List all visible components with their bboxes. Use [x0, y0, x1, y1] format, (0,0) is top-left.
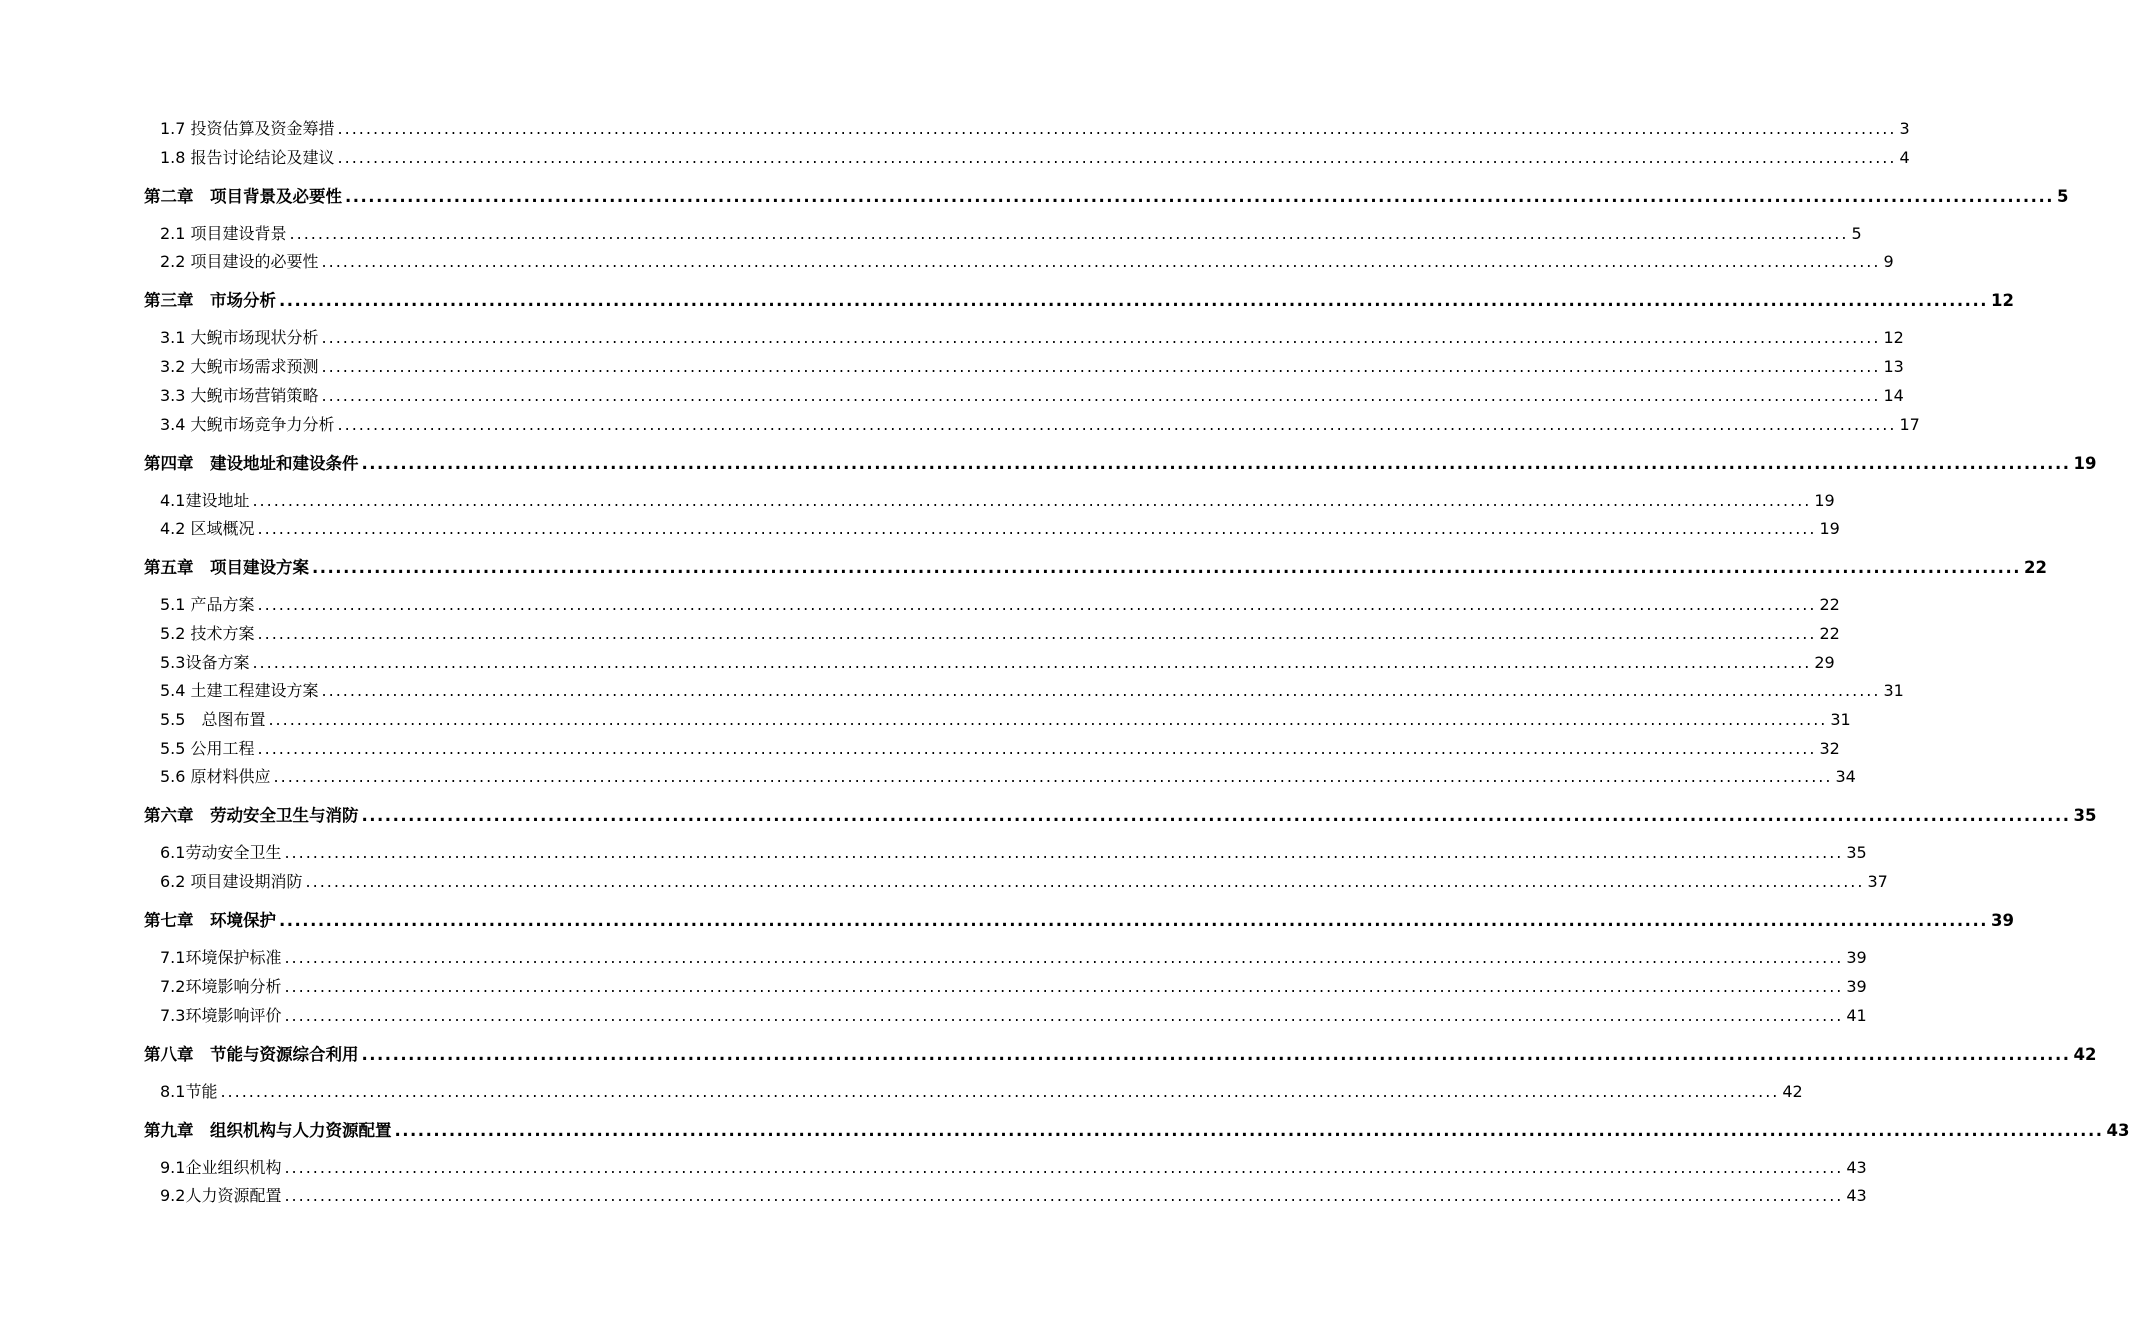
- toc-entry-title: 4.1建设地址: [160, 490, 250, 510]
- toc-section-entry[interactable]: [160, 325, 1904, 348]
- toc-page-number: 19: [1814, 490, 1835, 510]
- toc-dot-leader: ............................................................................................................................................................................................................................: [279, 911, 1988, 931]
- toc-page-number: 12: [1990, 291, 2014, 311]
- toc-entry-title: 7.3环境影响评价: [160, 1005, 282, 1025]
- toc-entry-title: 3.2 大鲵市场需求预测: [160, 357, 319, 377]
- toc-page-number: 34: [1835, 767, 1856, 787]
- toc-section-entry[interactable]: [160, 707, 1851, 730]
- toc-section-entry[interactable]: [160, 974, 1867, 997]
- toc-chapter-entry[interactable]: [144, 287, 2014, 311]
- toc-section-entry[interactable]: [160, 736, 1840, 759]
- toc-page-number: 43: [2106, 1120, 2129, 1140]
- toc-entry-title: 7.1环境保护标准: [160, 948, 282, 968]
- toc-entry-title: 第三章 市场分析: [144, 291, 276, 311]
- toc-page-number: 4: [1899, 147, 1910, 167]
- toc-entry-title: 5.5 总图布置: [160, 710, 266, 729]
- toc-section-entry[interactable]: [160, 383, 1904, 406]
- toc-page-number: 35: [2073, 806, 2097, 826]
- toc-section-entry[interactable]: [160, 1079, 1803, 1102]
- toc-dot-leader: ............................................................................................................................................................................................................................: [252, 652, 1812, 672]
- toc-page-number: 31: [1830, 710, 1851, 729]
- toc-entry-title: 8.1节能: [160, 1081, 218, 1101]
- toc-section-entry[interactable]: [160, 221, 1862, 244]
- toc-entry-title: 9.1企业组织机构: [160, 1157, 282, 1177]
- toc-dot-leader: ............................................................................................................................................................................................................................: [284, 976, 1844, 996]
- toc-page-number: 39: [1846, 948, 1867, 968]
- toc-section-entry[interactable]: [160, 764, 1856, 787]
- toc-entry-title: 5.1 产品方案: [160, 595, 255, 615]
- toc-dot-leader: ............................................................................................................................................................................................................................: [273, 767, 1833, 787]
- toc-dot-leader: ............................................................................................................................................................................................................................: [289, 223, 1849, 243]
- toc-entry-title: 1.8 报告讨论结论及建议: [160, 147, 335, 167]
- toc-page-number: 19: [1819, 519, 1840, 539]
- toc-entry-title: 5.3设备方案: [160, 652, 250, 672]
- toc-entry-title: 1.7 投资估算及资金筹措: [160, 119, 335, 138]
- toc-page-number: 31: [1883, 681, 1904, 701]
- toc-chapter-entry[interactable]: [144, 554, 2047, 578]
- toc-page-number: 13: [1883, 357, 1904, 377]
- toc-entry-title: 4.2 区域概况: [160, 519, 255, 539]
- toc-entry-title: 第四章 建设地址和建设条件: [144, 453, 359, 473]
- toc-entry-title: 7.2环境影响分析: [160, 976, 282, 996]
- toc-dot-leader: ............................................................................................................................................................................................................................: [284, 1005, 1844, 1025]
- toc-entry-title: 5.5 公用工程: [160, 738, 255, 758]
- toc-page-number: 43: [1846, 1157, 1867, 1177]
- toc-page-number: 5: [2056, 186, 2069, 206]
- toc-page-number: 5: [1851, 223, 1862, 243]
- toc-dot-leader: ............................................................................................................................................................................................................................: [337, 119, 1897, 138]
- toc-page-number: 3: [1899, 119, 1910, 138]
- toc-page-number: 42: [2073, 1044, 2097, 1064]
- toc-dot-leader: ............................................................................................................................................................................................................................: [257, 519, 1817, 539]
- toc-page-number: 41: [1846, 1005, 1867, 1025]
- toc-entry-title: 5.6 原材料供应: [160, 767, 271, 787]
- toc-entry-title: 3.4 大鲵市场竞争力分析: [160, 414, 335, 434]
- toc-chapter-entry[interactable]: [144, 1117, 2129, 1141]
- toc-dot-leader: ............................................................................................................................................................................................................................: [284, 843, 1844, 863]
- toc-page-number: 39: [1846, 976, 1867, 996]
- toc-dot-leader: ............................................................................................................................................................................................................................: [252, 490, 1812, 510]
- toc-dot-leader: ............................................................................................................................................................................................................................: [345, 186, 2054, 206]
- toc-entry-title: 第六章 劳动安全卫生与消防: [144, 806, 359, 826]
- toc-entry-title: 第二章 项目背景及必要性: [144, 186, 342, 206]
- toc-page-number: 32: [1819, 738, 1840, 758]
- toc-dot-leader: ............................................................................................................................................................................................................................: [337, 414, 1897, 434]
- toc-section-entry[interactable]: [160, 354, 1904, 377]
- toc-entry-title: 第九章 组织机构与人力资源配置: [144, 1120, 392, 1140]
- toc-dot-leader: ............................................................................................................................................................................................................................: [361, 806, 2071, 826]
- toc-dot-leader: ............................................................................................................................................................................................................................: [284, 948, 1844, 968]
- toc-dot-leader: ............................................................................................................................................................................................................................: [321, 357, 1881, 377]
- toc-section-entry[interactable]: [160, 412, 1920, 435]
- toc-section-entry[interactable]: [160, 1003, 1867, 1026]
- toc-entry-title: 9.2人力资源配置: [160, 1186, 282, 1206]
- toc-dot-leader: ............................................................................................................................................................................................................................: [279, 291, 1988, 311]
- toc-entry-title: 2.1 项目建设背景: [160, 223, 287, 243]
- toc-page-number: 17: [1899, 414, 1920, 434]
- toc-chapter-entry[interactable]: [144, 1041, 2097, 1065]
- toc-page-number: 42: [1782, 1081, 1803, 1101]
- toc-dot-leader: ............................................................................................................................................................................................................................: [321, 252, 1881, 272]
- toc-section-entry[interactable]: [160, 1155, 1867, 1178]
- toc-chapter-entry[interactable]: [144, 802, 2097, 826]
- toc-entry-title: 6.1劳动安全卫生: [160, 843, 282, 863]
- toc-page-number: 39: [1990, 911, 2014, 931]
- toc-section-entry[interactable]: [160, 592, 1840, 615]
- toc-dot-leader: ............................................................................................................................................................................................................................: [305, 872, 1865, 892]
- toc-entry-title: 3.3 大鲵市场营销策略: [160, 385, 319, 405]
- toc-section-entry[interactable]: [160, 945, 1867, 968]
- toc-dot-leader: ............................................................................................................................................................................................................................: [321, 385, 1881, 405]
- toc-entry-title: 第八章 节能与资源综合利用: [144, 1044, 359, 1064]
- toc-page-number: 22: [2023, 558, 2047, 578]
- toc-page-number: 37: [1867, 872, 1888, 892]
- toc-section-entry[interactable]: [160, 488, 1835, 511]
- toc-chapter-entry[interactable]: [144, 450, 2097, 474]
- toc-entry-title: 5.2 技术方案: [160, 623, 255, 643]
- toc-section-entry[interactable]: [160, 249, 1894, 272]
- toc-section-entry[interactable]: [160, 621, 1840, 644]
- toc-section-entry[interactable]: [160, 1183, 1867, 1206]
- toc-entry-title: 2.2 项目建设的必要性: [160, 252, 319, 272]
- toc-section-entry[interactable]: [160, 516, 1840, 539]
- toc-dot-leader: ............................................................................................................................................................................................................................: [257, 595, 1817, 615]
- toc-page-number: 35: [1846, 843, 1867, 863]
- toc-page-number: 9: [1883, 252, 1894, 272]
- toc-dot-leader: ............................................................................................................................................................................................................................: [394, 1120, 2104, 1140]
- toc-page-number: 22: [1819, 623, 1840, 643]
- toc-dot-leader: ............................................................................................................................................................................................................................: [220, 1081, 1780, 1101]
- toc-chapter-entry[interactable]: [144, 907, 2014, 931]
- toc-page-number: 14: [1883, 385, 1904, 405]
- toc-dot-leader: ............................................................................................................................................................................................................................: [284, 1157, 1844, 1177]
- toc-dot-leader: ............................................................................................................................................................................................................................: [321, 328, 1881, 348]
- toc-section-entry[interactable]: [160, 650, 1835, 673]
- toc-entry-title: 第七章 环境保护: [144, 911, 276, 931]
- toc-dot-leader: ............................................................................................................................................................................................................................: [361, 453, 2071, 473]
- toc-page-number: 12: [1883, 328, 1904, 348]
- toc-section-entry[interactable]: [160, 145, 1910, 168]
- toc-entry-title: 5.4 土建工程建设方案: [160, 681, 319, 701]
- toc-dot-leader: ............................................................................................................................................................................................................................: [268, 710, 1828, 729]
- toc-section-entry[interactable]: [160, 116, 1910, 139]
- toc-section-entry[interactable]: [160, 840, 1867, 863]
- toc-entry-title: 3.1 大鲵市场现状分析: [160, 328, 319, 348]
- toc-page-number: 43: [1846, 1186, 1867, 1206]
- toc-entry-title: 6.2 项目建设期消防: [160, 872, 303, 892]
- toc-dot-leader: ............................................................................................................................................................................................................................: [257, 738, 1817, 758]
- toc-page-number: 29: [1814, 652, 1835, 672]
- toc-dot-leader: ............................................................................................................................................................................................................................: [312, 558, 2021, 578]
- toc-chapter-entry[interactable]: [144, 183, 2069, 207]
- toc-dot-leader: ............................................................................................................................................................................................................................: [337, 147, 1897, 167]
- toc-page-number: 19: [2073, 453, 2097, 473]
- toc-dot-leader: ............................................................................................................................................................................................................................: [321, 681, 1881, 701]
- toc-dot-leader: ............................................................................................................................................................................................................................: [361, 1044, 2071, 1064]
- toc-dot-leader: ............................................................................................................................................................................................................................: [257, 623, 1817, 643]
- toc-section-entry[interactable]: [160, 678, 1904, 701]
- toc-section-entry[interactable]: [160, 869, 1888, 892]
- toc-dot-leader: ............................................................................................................................................................................................................................: [284, 1186, 1844, 1206]
- toc-entry-title: 第五章 项目建设方案: [144, 558, 309, 578]
- toc-page-number: 22: [1819, 595, 1840, 615]
